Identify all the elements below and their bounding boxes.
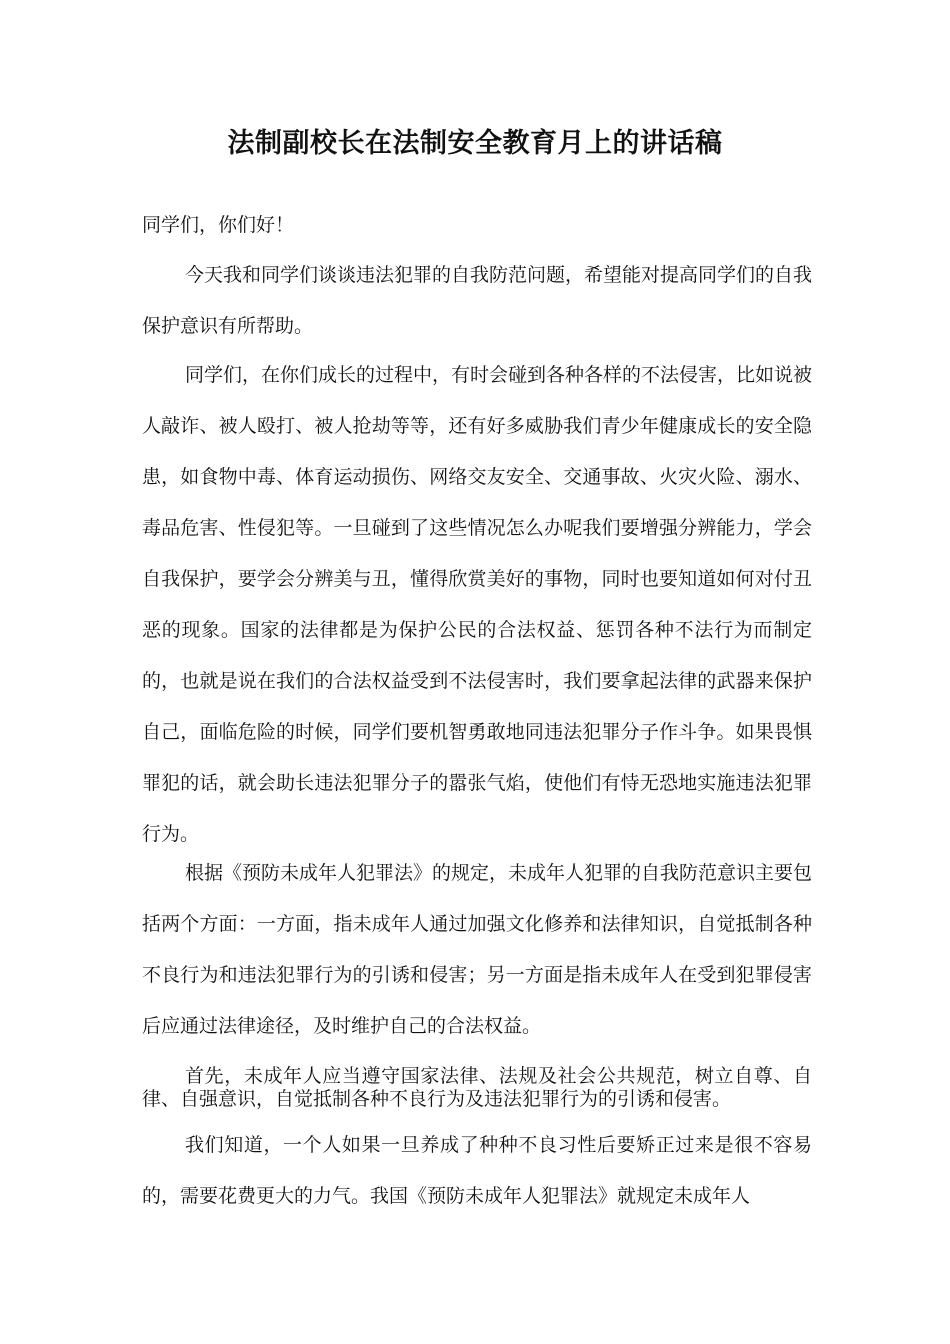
paragraph-prevention-law: 根据《预防未成年人犯罪法》的规定，未成年人犯罪的自我防范意识主要包括两个方面：一方面，指未成年人通过加强文化修养和法律知识，自觉抵制各种不良行为和违法犯罪行为的引诱和侵害；另一方面是指未成年人在受到犯罪侵害后应通过法律途径，及时维护自己的合法权益。 xyxy=(142,862,813,1037)
greeting: 同学们，你们好！ xyxy=(142,214,295,236)
document-title: 法制副校长在法制安全教育月上的讲话稿 xyxy=(227,128,723,160)
paragraph-intro: 今天我和同学们谈谈违法犯罪的自我防范问题，希望能对提高同学们的自我保护意识有所帮助。 xyxy=(142,264,813,337)
paragraph-bad-habits: 我们知道，一个人如果一旦养成了种种不良习性后要矫正过来是很不容易的，需要花费更大的力气。我国《预防未成年人犯罪法》就规定未成年人 xyxy=(142,1134,812,1207)
paragraph-first-point: 首先，未成年人应当遵守国家法律、法规及社会公共规范，树立自尊、自律、自强意识，自觉抵制各种不良行为及违法犯罪行为的引诱和侵害。 xyxy=(142,1065,812,1110)
paragraph-safety-risks: 同学们，在你们成长的过程中，有时会碰到各种各样的不法侵害，比如说被人敲诈、被人殴打、被人抢劫等等，还有好多威胁我们青少年健康成长的安全隐患，如食物中毒、体育运动损伤、网络交友安全、交通事故、火灾火险、溺水、毒品危害、性侵犯等。一旦碰到了这些情况怎么办呢我们要增强分辨能力，学会自我保护，要学会分辨美与丑，懂得欣赏美好的事物，同时也要知道如何对付丑恶的现象。国家的法律都是为保护公民的合法权益、惩罚各种不法行为而制定的，也就是说在我们的合法权益受到不法侵害时，我们要拿起法律的武器来保护自己，面临危险的时候，同学们要机智勇敢地同违法犯罪分子作斗争。如果畏惧罪犯的话，就会助长违法犯罪分子的嚣张气焰，使他们有恃无恐地实施违法犯罪行为。 xyxy=(142,364,813,845)
